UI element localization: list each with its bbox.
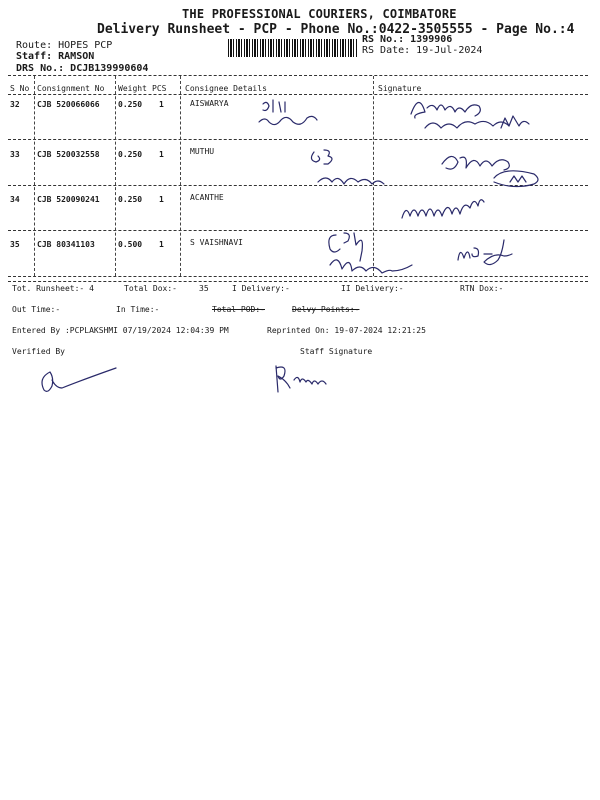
row-pcs: 1 bbox=[159, 100, 164, 109]
row-consignee: S VAISHNAVI bbox=[190, 238, 243, 247]
i-delivery: I Delivery:- bbox=[232, 284, 290, 293]
handwritten-receiver-note bbox=[308, 148, 398, 188]
verified-by-label: Verified By bbox=[12, 347, 65, 356]
total-dox-value: 35 bbox=[199, 284, 209, 293]
column-header-signature: Signature bbox=[378, 84, 422, 93]
column-header-consignment: Consignment No bbox=[37, 84, 105, 93]
reprinted-on: Reprinted On: 19-07-2024 12:21:25 bbox=[267, 326, 426, 335]
row-weight: 0.250 bbox=[118, 150, 143, 159]
delvy-points: Delvy Points:- bbox=[292, 305, 360, 314]
row-weight: 0.250 bbox=[118, 100, 143, 109]
row-sno: 35 bbox=[10, 240, 20, 249]
handwritten-signature bbox=[436, 148, 556, 192]
row-sno: 32 bbox=[10, 100, 20, 109]
row-pcs: 1 bbox=[159, 195, 164, 204]
column-divider bbox=[34, 76, 35, 276]
row-pcs: 1 bbox=[159, 150, 164, 159]
row-weight: 0.250 bbox=[118, 195, 143, 204]
table-bottom-divider bbox=[8, 276, 588, 277]
column-header-sno: S No bbox=[10, 84, 30, 93]
entered-by: Entered By :PCPLAKSHMI 07/19/2024 12:04:39 PM bbox=[12, 326, 229, 335]
summary-divider bbox=[8, 281, 588, 282]
column-divider bbox=[180, 76, 181, 276]
row-consignment: CJB 520066066 bbox=[37, 100, 100, 109]
rtn-dox: RTN Dox:- bbox=[460, 284, 504, 293]
handwritten-receiver-note bbox=[324, 229, 419, 281]
total-runsheet: Tot. Runsheet:- 4 bbox=[12, 284, 94, 293]
verifier-signature bbox=[36, 366, 126, 400]
row-consignee: MUTHU bbox=[190, 147, 215, 156]
row-sno: 33 bbox=[10, 150, 20, 159]
runsheet-title: Delivery Runsheet - PCP - Phone No.:0422-3505555 - Page No.:4 bbox=[97, 22, 575, 37]
column-divider bbox=[115, 76, 116, 276]
row-consignee: ACANTHE bbox=[190, 193, 224, 202]
staff-label: Staff: RAMSON bbox=[16, 51, 95, 62]
total-pod: Total POD:- bbox=[212, 305, 265, 314]
row-weight: 0.500 bbox=[118, 240, 143, 249]
row-divider bbox=[8, 230, 588, 231]
handwritten-signature bbox=[405, 88, 555, 138]
barcode-image bbox=[228, 39, 358, 57]
row-divider bbox=[8, 139, 588, 140]
ii-delivery: II Delivery:- bbox=[341, 284, 404, 293]
row-consignment: CJB 80341103 bbox=[37, 240, 95, 249]
rs-date: RS Date: 19-Jul-2024 bbox=[362, 45, 483, 56]
handwritten-signature bbox=[454, 238, 524, 274]
table-top-divider bbox=[8, 75, 588, 76]
staff-signature-label: Staff Signature bbox=[300, 347, 373, 356]
staff-signature-mark bbox=[270, 362, 345, 396]
handwritten-receiver-note bbox=[255, 98, 335, 134]
company-title: THE PROFESSIONAL COURIERS, COIMBATORE bbox=[182, 7, 457, 21]
in-time: In Time:- bbox=[116, 305, 160, 314]
total-dox-label: Total Dox:- bbox=[124, 284, 177, 293]
column-header-pcs: PCS bbox=[152, 84, 167, 93]
out-time: Out Time:- bbox=[12, 305, 61, 314]
row-consignee: AISWARYA bbox=[190, 99, 229, 108]
row-consignment: CJB 520090241 bbox=[37, 195, 100, 204]
row-consignment: CJB 520032558 bbox=[37, 150, 100, 159]
column-header-weight: Weight bbox=[118, 84, 147, 93]
route-label: Route: HOPES PCP bbox=[16, 40, 113, 51]
handwritten-signature bbox=[398, 194, 508, 230]
row-pcs: 1 bbox=[159, 240, 164, 249]
rs-number: RS No.: 1399906 bbox=[362, 34, 453, 45]
drs-number: DRS No.: DCJB139990604 bbox=[16, 63, 149, 74]
row-sno: 34 bbox=[10, 195, 20, 204]
column-header-consignee: Consignee Details bbox=[185, 84, 267, 93]
